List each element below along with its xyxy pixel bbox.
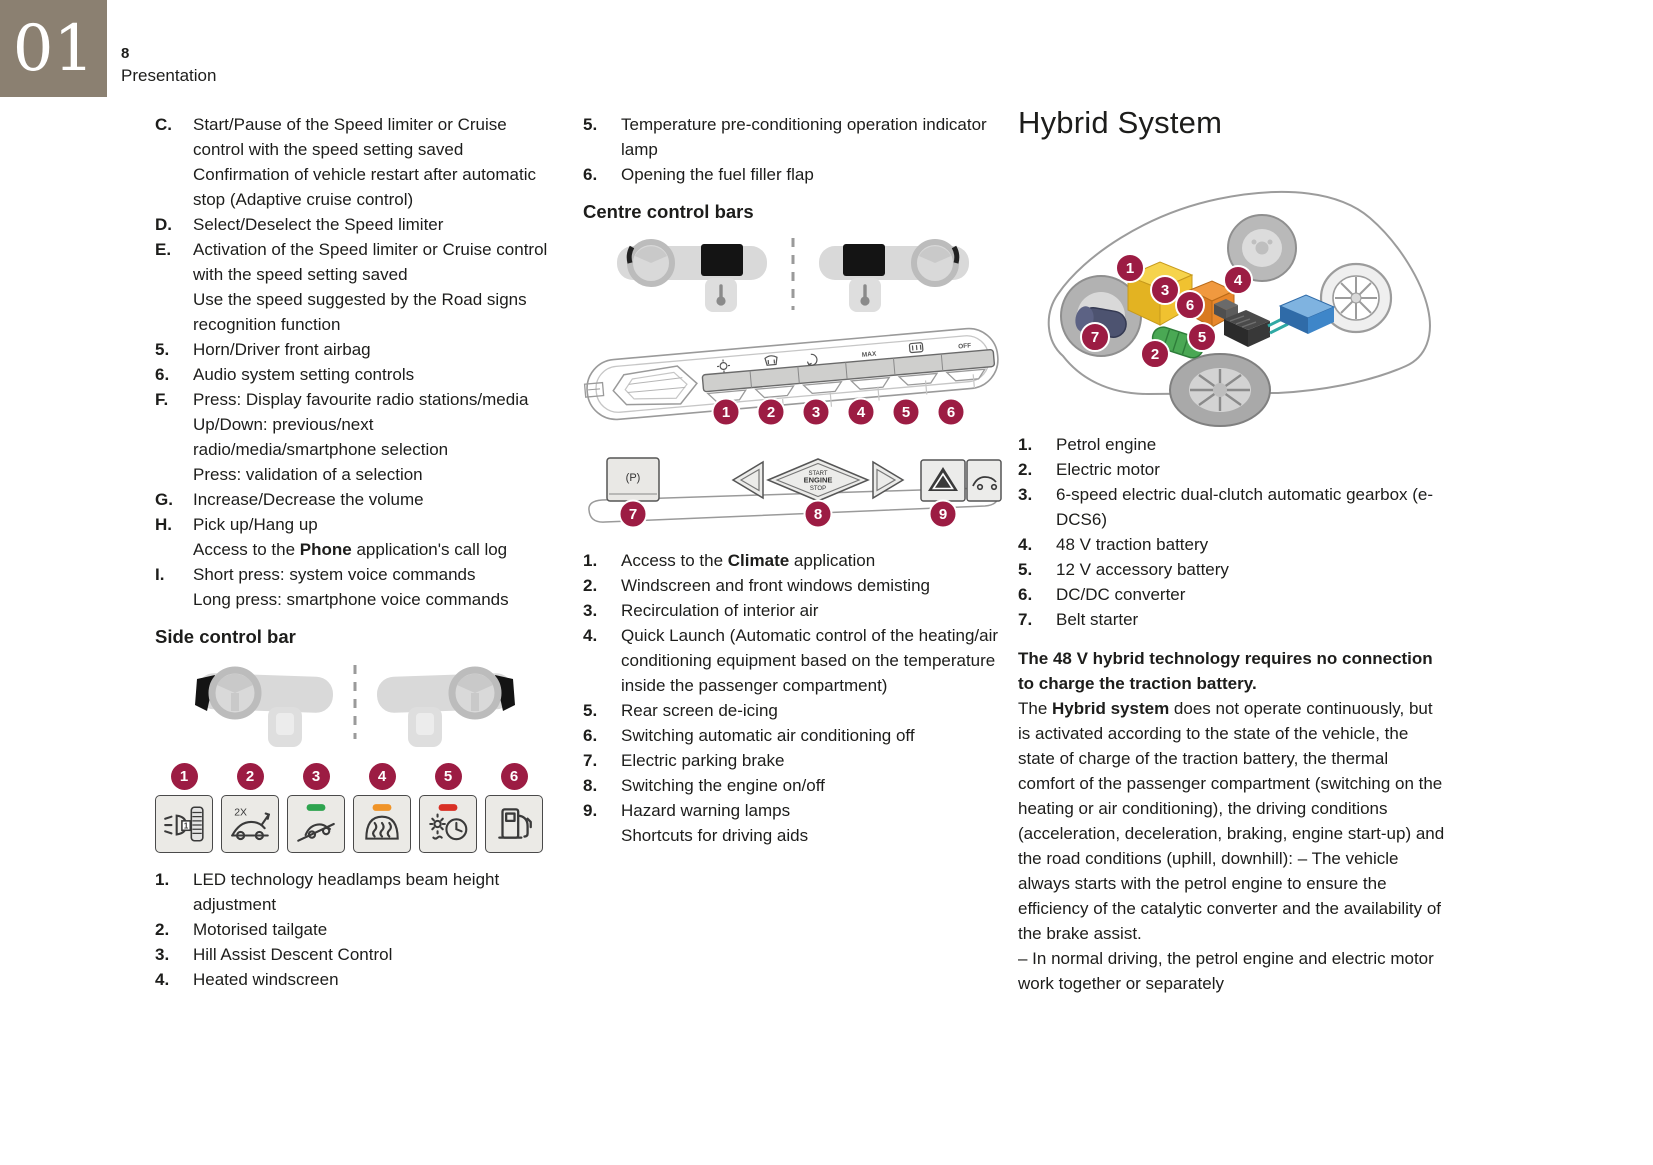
heated-windscreen-button <box>353 795 411 853</box>
list-item: 2. Windscreen and front windows demisting <box>583 576 930 595</box>
side-bar-badges <box>155 763 557 790</box>
rear-demist-icon <box>909 343 923 353</box>
list-item: 5. 12 V accessory battery <box>1018 560 1229 579</box>
green-indicator-lamp <box>307 804 326 811</box>
windscreen-demist-icon <box>765 355 778 365</box>
list-item: G. Increase/Decrease the volume <box>155 490 424 509</box>
list-item: F. Press: Display favourite radio stations/media Up/Down: previous/next radio/media/smartphone selection Press: validation of a selection <box>155 390 529 484</box>
number-badge: 3 <box>303 763 330 790</box>
list-item: H. Pick up/Hang up Access to the Phone application's call log <box>155 515 508 559</box>
page-number: 8 <box>121 45 130 62</box>
number-badge: 2 <box>237 763 264 790</box>
motorised-tailgate-button <box>221 795 279 853</box>
list-item: D. Select/Deselect the Speed limiter <box>155 215 444 234</box>
driving-aids-button <box>967 460 1001 501</box>
svg-text:5: 5 <box>1197 329 1207 346</box>
left-column <box>155 112 557 992</box>
list-item: 7. Electric parking brake <box>583 751 785 770</box>
svg-text:7: 7 <box>628 506 638 523</box>
chapter-badge <box>0 0 107 97</box>
parking-brake-button <box>607 458 659 501</box>
svg-text:1: 1 <box>183 821 189 831</box>
list-item: 1. LED technology headlamps beam height adjustment <box>155 870 500 914</box>
svg-text:(P): (P) <box>625 472 641 484</box>
list-item: I. Short press: system voice commands Long press: smartphone voice commands <box>155 565 509 609</box>
centre-legend <box>583 548 999 848</box>
svg-text:7: 7 <box>1090 329 1100 346</box>
headlamp-adjustment-button <box>155 795 213 853</box>
svg-text:8: 8 <box>813 506 823 523</box>
preconditioning-timer-icon <box>425 801 471 847</box>
list-item: 4. 48 V traction battery <box>1018 535 1209 554</box>
page-header <box>121 44 216 88</box>
svg-text:6: 6 <box>1185 297 1195 314</box>
svg-text:STOP: STOP <box>809 486 827 492</box>
touchscreen-icon <box>701 244 743 276</box>
svg-text:ENGINE: ENGINE <box>803 475 833 485</box>
list-item: 5. Horn/Driver front airbag <box>155 340 371 359</box>
hill-assist-descent-button <box>287 795 345 853</box>
list-item: 5. Rear screen de-icing <box>583 701 778 720</box>
list-item: 6. Opening the fuel filler flap <box>583 165 814 184</box>
svg-text:4: 4 <box>1233 272 1243 289</box>
headlamp-leveling-icon <box>161 801 207 847</box>
preconditioning-button <box>419 795 477 853</box>
side-control-bar-illustration <box>155 659 555 759</box>
svg-text:START: START <box>808 471 828 477</box>
front-left-wheel-icon <box>1170 354 1270 426</box>
list-item: 6. Audio system setting controls <box>155 365 415 384</box>
console-number-badges <box>713 399 965 426</box>
list-item: 1. Access to the Climate application <box>583 551 876 570</box>
fuel-pump-icon <box>491 801 537 847</box>
list-item: 4. Quick Launch (Automatic control of the heating/air conditioning equipment based on the temperature inside the passenger compartment) <box>583 626 999 695</box>
fuel-filler-button <box>485 795 543 853</box>
console-button-bar <box>702 349 994 391</box>
hybrid-description <box>1018 646 1448 996</box>
svg-text:1: 1 <box>1125 260 1135 277</box>
svg-text:3: 3 <box>1160 282 1170 299</box>
svg-text:6: 6 <box>946 404 956 421</box>
centre-control-bars-heading: Centre control bars <box>583 201 754 222</box>
right-column <box>1018 104 1448 996</box>
paragraph: – In normal driving, the petrol engine and electric motor work together or separately <box>1018 949 1434 993</box>
hill-descent-icon <box>293 801 339 847</box>
centre-dashboards-illustration <box>583 234 1003 316</box>
dashboard-right-half <box>376 670 515 747</box>
svg-text:1: 1 <box>721 404 731 421</box>
dashboard-right-half <box>819 242 969 312</box>
hybrid-system-illustration <box>1018 156 1448 428</box>
hybrid-system-heading: Hybrid System <box>1018 105 1223 140</box>
orange-indicator-lamp <box>373 804 392 811</box>
side-bar-legend <box>155 867 557 992</box>
svg-text:2: 2 <box>1150 346 1160 363</box>
paragraph: The Hybrid system does not operate continuously, but is activated according to the state of the vehicle, the state of charge of the traction battery, the thermal comfort of the passenger compartment (switching on the heating or air conditioning), the driving conditions (acceleration, deceleration, braking, engine start-up) and the road conditions (uphill, downhill): – The vehicle always starts with the petrol engine to ensure the efficiency of the catalytic converter and the availability of the brake assist. <box>1018 699 1445 943</box>
list-item: 9. Hazard warning lamps Shortcuts for driving aids <box>583 801 809 845</box>
svg-text:3: 3 <box>811 404 821 421</box>
hybrid-legend <box>1018 432 1448 632</box>
steering-wheel-icon <box>629 242 672 284</box>
svg-text:2X: 2X <box>234 807 247 819</box>
air-vent-icon <box>612 364 699 409</box>
list-item: 3. Recirculation of interior air <box>583 601 819 620</box>
list-item: 3. Hill Assist Descent Control <box>155 945 393 964</box>
chapter-number: 01 <box>12 11 95 86</box>
middle-column <box>583 112 999 848</box>
console-lower-illustration <box>583 454 1003 534</box>
side-control-bar-heading: Side control bar <box>155 626 296 647</box>
start-stop-button <box>733 459 903 501</box>
list-item: 3. 6-speed electric dual-clutch automatic gearbox (e-DCS6) <box>1018 485 1434 529</box>
list-item: 2. Electric motor <box>1018 460 1160 479</box>
dashboard-left-half <box>617 242 767 312</box>
steering-wheel-icon <box>212 670 258 716</box>
svg-text:9: 9 <box>938 506 948 523</box>
side-bar-buttons <box>155 795 557 853</box>
number-badge: 5 <box>435 763 462 790</box>
max-demist-icon: MAX <box>861 350 877 359</box>
list-item: 8. Switching the engine on/off <box>583 776 825 795</box>
number-badge: 6 <box>501 763 528 790</box>
red-indicator-lamp <box>439 804 458 811</box>
console-buttons-illustration <box>583 320 1003 452</box>
climate-fan-icon <box>716 359 730 373</box>
list-item: 6. DC/DC converter <box>1018 585 1186 604</box>
list-item: 7. Belt starter <box>1018 610 1139 629</box>
list-item: 5. Temperature pre-conditioning operation indicator lamp <box>583 115 987 159</box>
tailgate-icon <box>227 801 273 847</box>
paragraph: The 48 V hybrid technology requires no connection to charge the traction battery. <box>1018 649 1433 693</box>
svg-text:4: 4 <box>856 404 866 421</box>
list-item: 6. Switching automatic air conditioning off <box>583 726 915 745</box>
list-item: 2. Motorised tailgate <box>155 920 328 939</box>
number-badge: 4 <box>369 763 396 790</box>
middle-top-list <box>583 112 999 187</box>
ac-off-icon: OFF <box>957 342 972 351</box>
recirculation-icon <box>807 354 818 366</box>
section-title: Presentation <box>121 66 217 85</box>
list-item: 1. Petrol engine <box>1018 435 1157 454</box>
steering-controls-list <box>155 112 557 612</box>
list-item: 4. Heated windscreen <box>155 970 339 989</box>
svg-text:2: 2 <box>766 404 776 421</box>
hazard-warning-button <box>921 460 965 501</box>
list-item: E. Activation of the Speed limiter or Cruise control with the speed setting saved Use the speed suggested by the Road signs recognition function <box>155 240 548 334</box>
heated-windscreen-icon <box>359 801 405 847</box>
svg-text:5: 5 <box>901 404 911 421</box>
number-badge: 1 <box>171 763 198 790</box>
dashboard-left-half <box>195 670 334 747</box>
list-item: C. Start/Pause of the Speed limiter or Cruise control with the speed setting saved Confirmation of vehicle restart after automatic stop (Adaptive cruise control) <box>155 115 536 209</box>
